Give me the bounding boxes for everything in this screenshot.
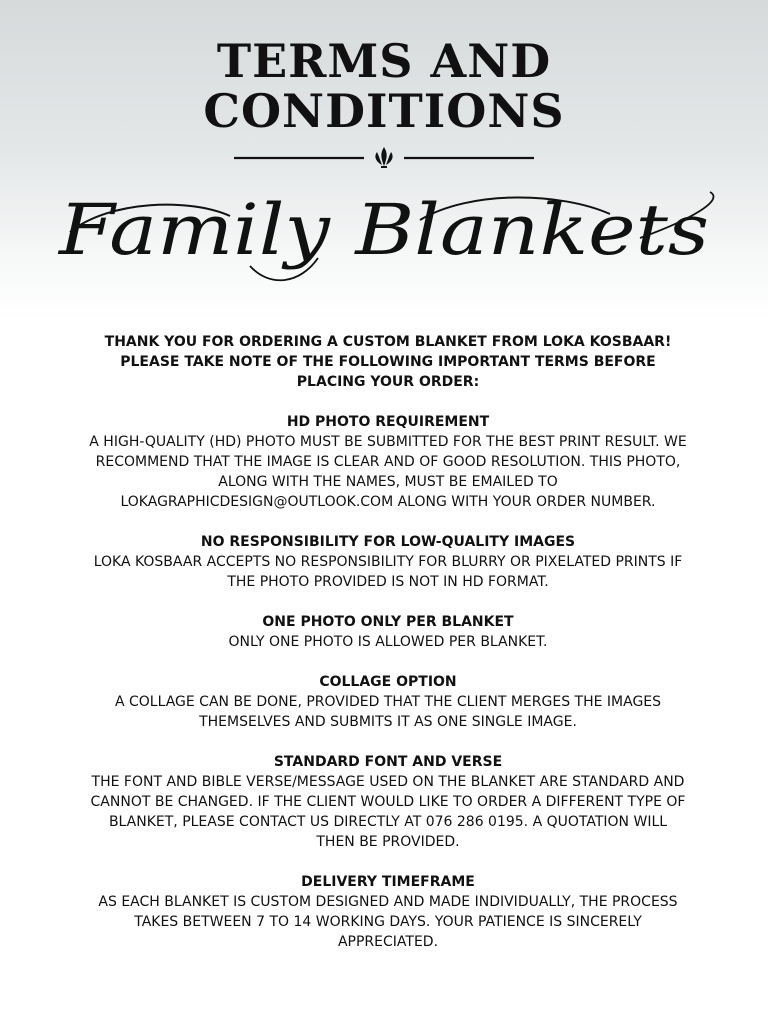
divider-ornament — [234, 146, 534, 170]
section-standard-font — [88, 752, 688, 852]
brand-script-text: Family Blankets — [56, 189, 710, 271]
section-heading: STANDARD FONT AND VERSE — [273, 754, 503, 770]
intro-text: THANK YOU FOR ORDERING A CUSTOM BLANKET FROM LOKA KOSBAAR! PLEASE TAKE NOTE OF THE FOLLOWING IMPORTANT TERMS BEFORE PLACING YOUR ORDER: — [104, 334, 672, 390]
section-body: LOKA KOSBAAR ACCEPTS NO RESPONSIBILITY FOR BLURRY OR PIXELATED PRINTS IF THE PHOTO PROVIDED IS NOT IN HD FORMAT. — [93, 554, 683, 590]
section-heading: COLLAGE OPTION — [319, 674, 457, 690]
section-heading: NO RESPONSIBILITY FOR LOW-QUALITY IMAGES — [200, 534, 576, 550]
brand-script-logo — [0, 180, 768, 290]
page-title — [0, 36, 768, 136]
section-hd-photo — [88, 412, 688, 512]
terms-content — [88, 332, 688, 972]
title-line-2: CONDITIONS — [203, 84, 565, 138]
section-heading: DELIVERY TIMEFRAME — [301, 874, 475, 890]
section-body: AS EACH BLANKET IS CUSTOM DESIGNED AND MADE INDIVIDUALLY, THE PROCESS TAKES BETWEEN 7 TO 14 WORKING DAYS. YOUR PATIENCE IS SINCERELY APPRECIATED. — [98, 894, 678, 950]
section-body: A COLLAGE CAN BE DONE, PROVIDED THAT THE CLIENT MERGES THE IMAGES THEMSELVES AND SUBMITS IT AS ONE SINGLE IMAGE. — [114, 694, 662, 730]
fleur-ornament-icon — [375, 147, 392, 168]
section-body: ONLY ONE PHOTO IS ALLOWED PER BLANKET. — [228, 634, 548, 650]
section-delivery — [88, 872, 688, 952]
section-body: THE FONT AND BIBLE VERSE/MESSAGE USED ON THE BLANKET ARE STANDARD AND CANNOT BE CHANGED. IF THE CLIENT WOULD LIKE TO ORDER A DIFFERENT TYPE OF BLANKET, PLEASE CONTACT US DIRECTLY AT 076 286 0195. A QUOTATION WILL THEN BE PROVIDED. — [90, 774, 686, 850]
section-body: A HIGH-QUALITY (HD) PHOTO MUST BE SUBMITTED FOR THE BEST PRINT RESULT. WE RECOMMEND THAT THE IMAGE IS CLEAR AND OF GOOD RESOLUTION. THIS PHOTO, ALONG WITH THE NAMES, MUST BE EMAILED TO LOKAGRAPHICDESIGN@OUTLOOK.COM ALONG WITH YOUR ORDER NUMBER. — [89, 434, 687, 510]
section-heading: ONE PHOTO ONLY PER BLANKET — [262, 614, 514, 630]
section-one-photo — [88, 612, 688, 652]
section-heading: HD PHOTO REQUIREMENT — [286, 414, 490, 430]
section-low-quality — [88, 532, 688, 592]
title-line-1: TERMS AND — [216, 34, 552, 88]
section-collage — [88, 672, 688, 732]
